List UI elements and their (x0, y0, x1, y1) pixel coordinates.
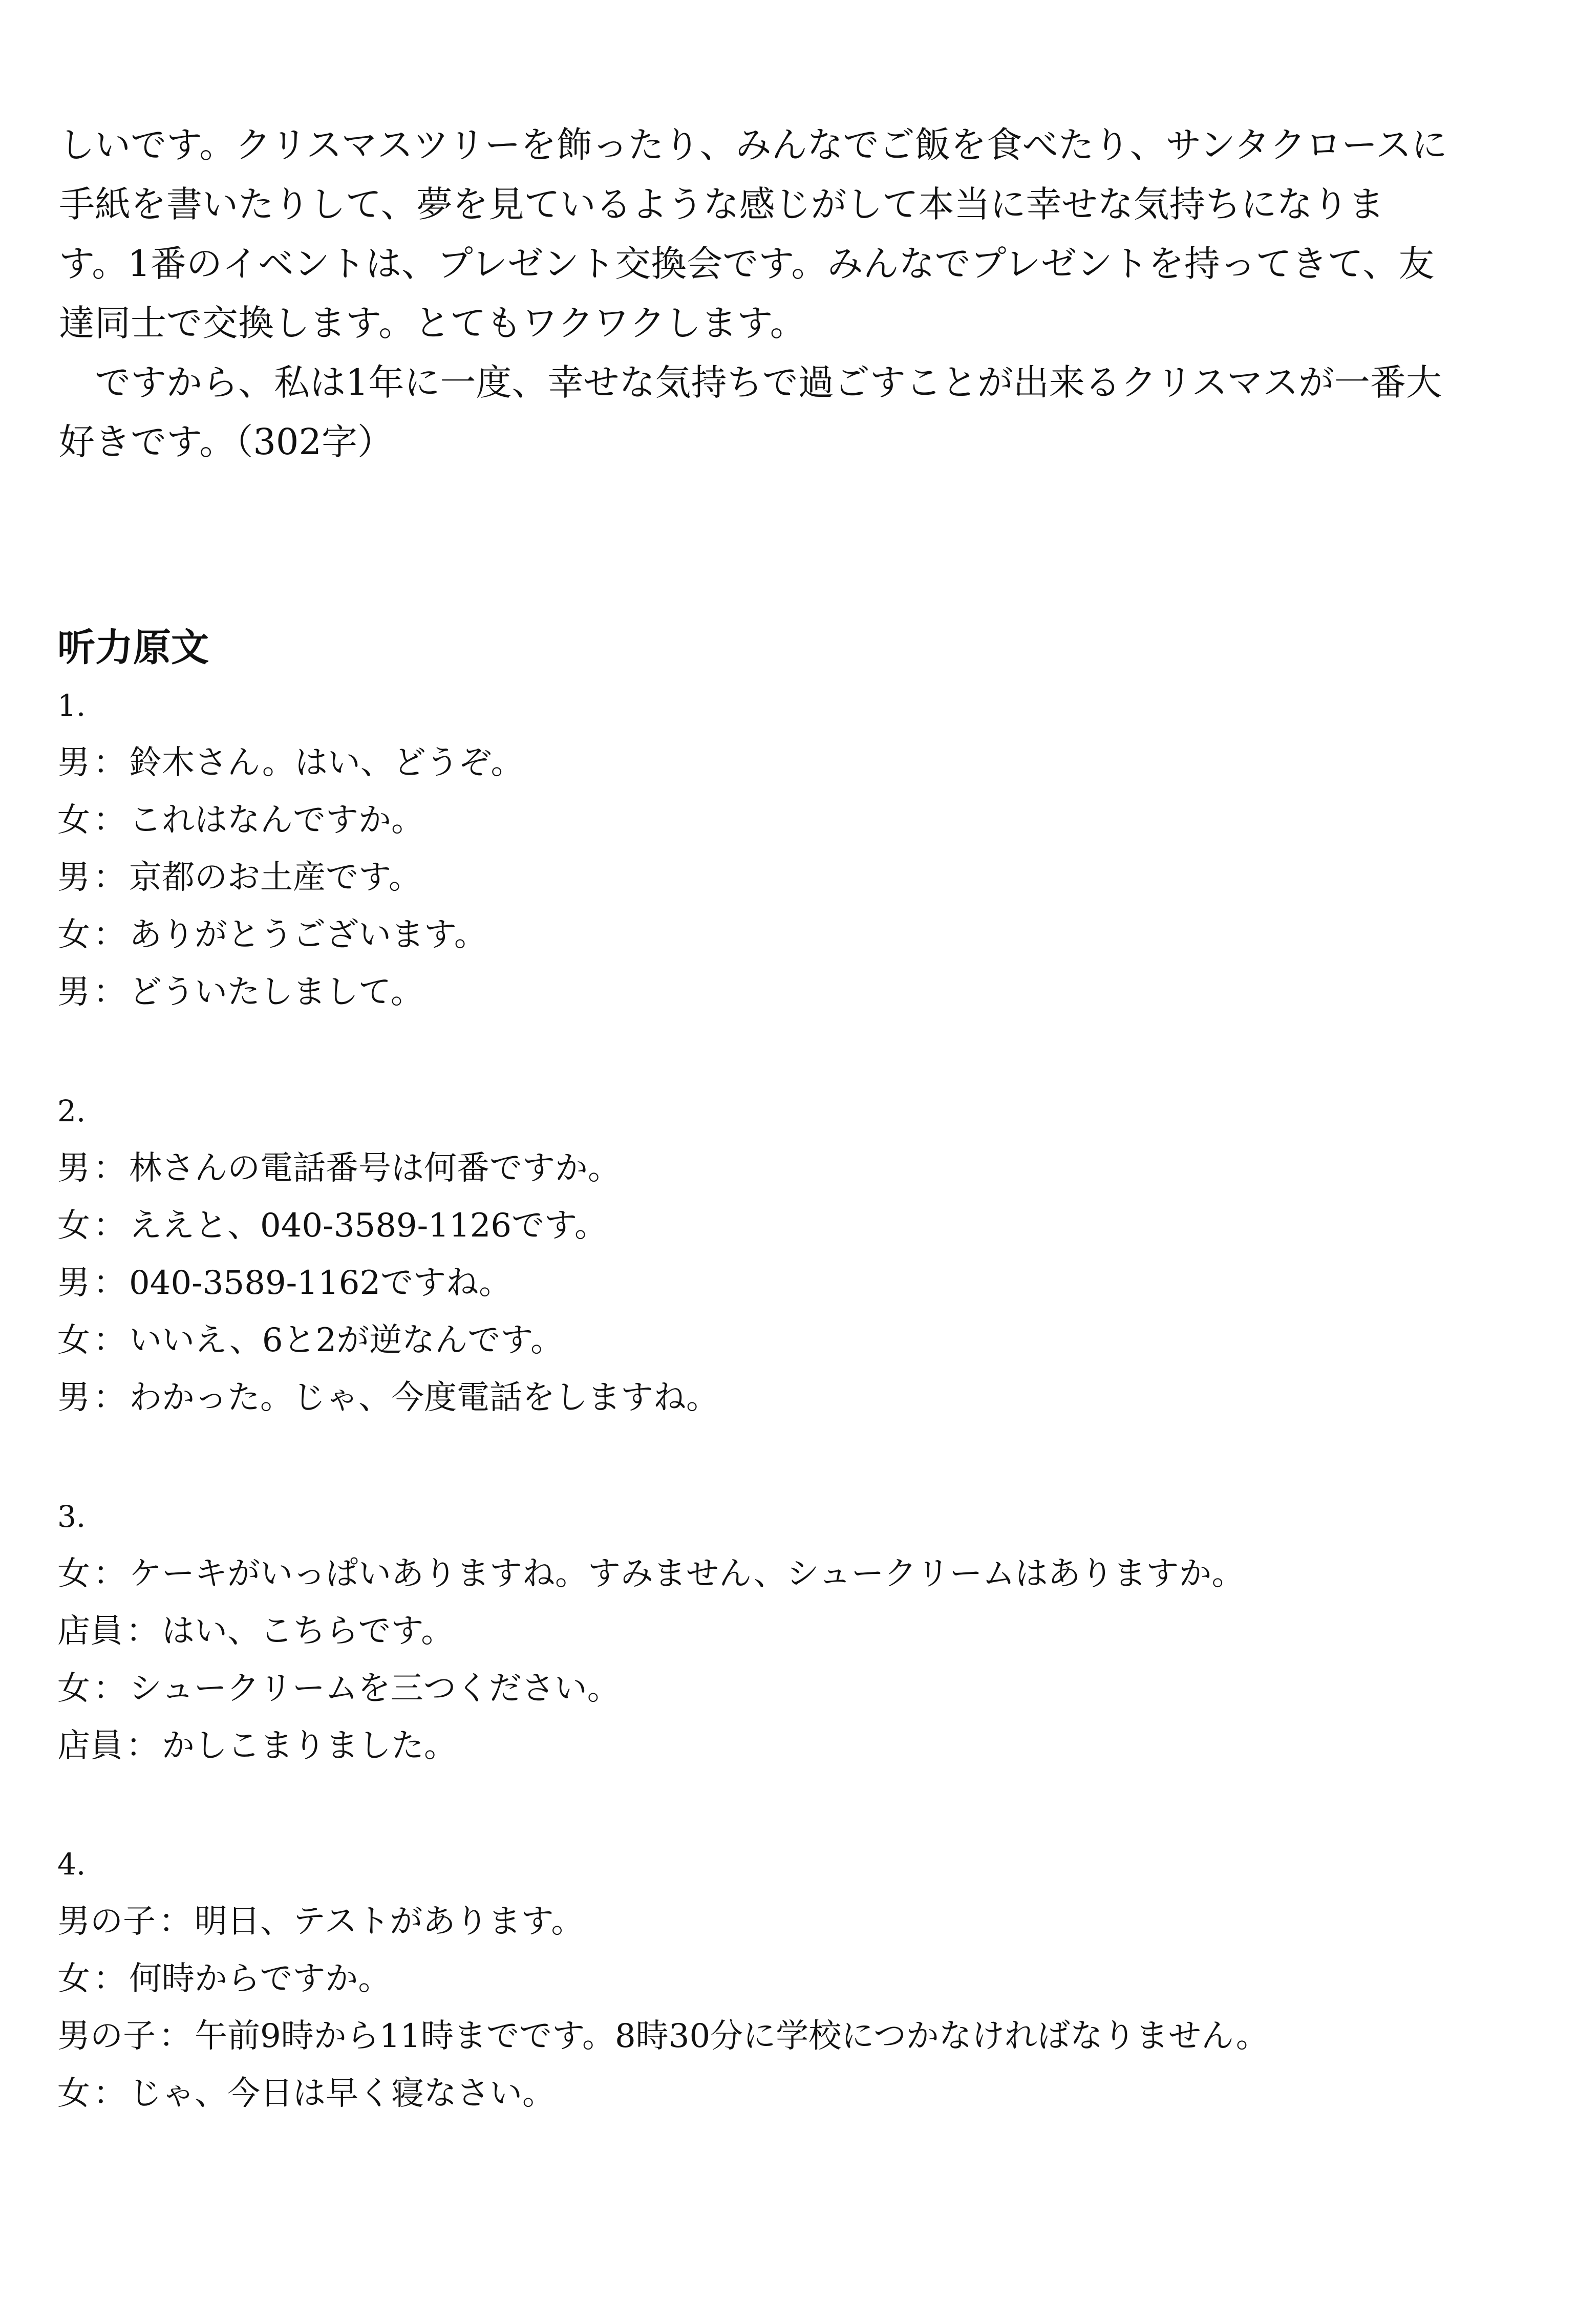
dialogue-line (57, 906, 1491, 964)
line-text: シュークリームを三つください。 (129, 1670, 620, 1708)
dialogue-line (57, 1603, 1491, 1660)
essay-paragraph: しいです。クリスマスツリーを飾ったり、みんなでご飯を食べたり、サンタクロースに手紙を書いたりして、夢を見ているような感じがして本当に幸せな気持ちになります。1番のイベントは、プレゼント交換会です。みんなでプレゼントを持ってきて、友達同士で交換します。とてもワクワクします。 (59, 124, 1447, 344)
dialogue-line (57, 2008, 1491, 2065)
speaker-label: 女 (57, 1207, 90, 1245)
separator: ： (93, 1321, 126, 1359)
separator: ： (126, 1612, 159, 1650)
speaker-label: 男 (57, 859, 90, 897)
dialogue-line (57, 1545, 1491, 1603)
speaker-label: 店員 (57, 1612, 123, 1650)
line-text: 京都のお土産です。 (129, 859, 421, 897)
line-text: いいえ、6と2が逆なんです。 (129, 1321, 564, 1359)
speaker-label: 女 (57, 801, 90, 839)
separator: ： (93, 973, 126, 1011)
separator: ： (93, 916, 126, 954)
dialogue-line (57, 1660, 1491, 1717)
dialogue-line (57, 2065, 1491, 2122)
dialogue-number: 4. (57, 1847, 86, 1882)
line-text: 午前9時から11時までです。8時30分に学校につかなければなりません。 (195, 2017, 1269, 2055)
speaker-label: 男 (57, 1264, 90, 1302)
dialogue-line (57, 1950, 1491, 2008)
line-text: ケーキがいっぱいありますね。すみません、シュークリームはありますか。 (129, 1555, 1245, 1593)
essay-paragraph: ですから、私は1年に一度、幸せな気持ちで過ごすことが出来るクリスマスが一番大好きです。（302字） (59, 361, 1442, 463)
line-text: はい、こちらです。 (162, 1612, 454, 1650)
speaker-label: 店員 (57, 1727, 123, 1765)
separator: ： (93, 1960, 126, 1998)
dialogue-number: 2. (57, 1094, 86, 1128)
dialogue-block (57, 1488, 1491, 1775)
line-text: 何時からですか。 (129, 1960, 391, 1998)
separator: ： (93, 1264, 126, 1302)
separator: ： (93, 1149, 126, 1187)
speaker-label: 女 (57, 2075, 90, 2113)
speaker-label: 男 (57, 1149, 90, 1187)
essay-text (59, 115, 1452, 472)
dialogue-line (57, 1254, 1491, 1312)
dialogue-line (57, 1717, 1491, 1775)
line-text: わかった。じゃ、今度電話をしますね。 (129, 1379, 719, 1417)
dialogue-line (57, 792, 1491, 849)
separator: ： (93, 1379, 126, 1417)
speaker-label: 女 (57, 916, 90, 954)
speaker-label: 女 (57, 1960, 90, 1998)
dialogue-line (57, 849, 1491, 906)
separator: ： (93, 1670, 126, 1708)
separator: ： (93, 859, 126, 897)
separator: ： (159, 1903, 191, 1941)
separator: ： (126, 1727, 159, 1765)
separator: ： (93, 801, 126, 839)
separator: ： (93, 744, 126, 782)
speaker-label: 女 (57, 1321, 90, 1359)
speaker-label: 女 (57, 1670, 90, 1708)
dialogue-line (57, 964, 1491, 1021)
dialogue-line (57, 1893, 1491, 1950)
line-text: ええと、040-3589-1126です。 (129, 1207, 608, 1245)
dialogue-line (57, 1197, 1491, 1254)
dialogue-number: 1. (57, 688, 86, 723)
section-title: 听力原文 (57, 626, 209, 670)
speaker-label: 男 (57, 1379, 90, 1417)
dialogue-block (57, 1082, 1491, 1426)
speaker-label: 男 (57, 744, 90, 782)
dialogue-line (57, 734, 1491, 792)
line-text: ありがとうございます。 (129, 916, 487, 954)
dialogue-line (57, 1369, 1491, 1426)
separator: ： (93, 1207, 126, 1245)
dialogue-line (57, 1312, 1491, 1369)
dialogue-block (57, 1836, 1491, 2122)
line-text: 林さんの電話番号は何番ですか。 (129, 1149, 621, 1187)
speaker-label: 男の子 (57, 2017, 156, 2055)
separator: ： (93, 2075, 126, 2113)
line-text: これはなんですか。 (129, 801, 424, 839)
line-text: 鈴木さん。はい、どうぞ。 (129, 744, 524, 782)
separator: ： (93, 1555, 126, 1593)
speaker-label: 男 (57, 973, 90, 1011)
line-text: 明日、テストがあります。 (195, 1903, 584, 1941)
dialogue-number: 3. (57, 1499, 86, 1534)
line-text: じゃ、今日は早く寝なさい。 (129, 2075, 555, 2113)
separator: ： (159, 2017, 191, 2055)
dialogue-line (57, 1140, 1491, 1197)
line-text: 040-3589-1162ですね。 (129, 1264, 512, 1302)
speaker-label: 男の子 (57, 1903, 156, 1941)
speaker-label: 女 (57, 1555, 90, 1593)
dialogue-block (57, 677, 1491, 1021)
line-text: かしこまりました。 (162, 1727, 457, 1765)
line-text: どういたしまして。 (129, 973, 423, 1011)
